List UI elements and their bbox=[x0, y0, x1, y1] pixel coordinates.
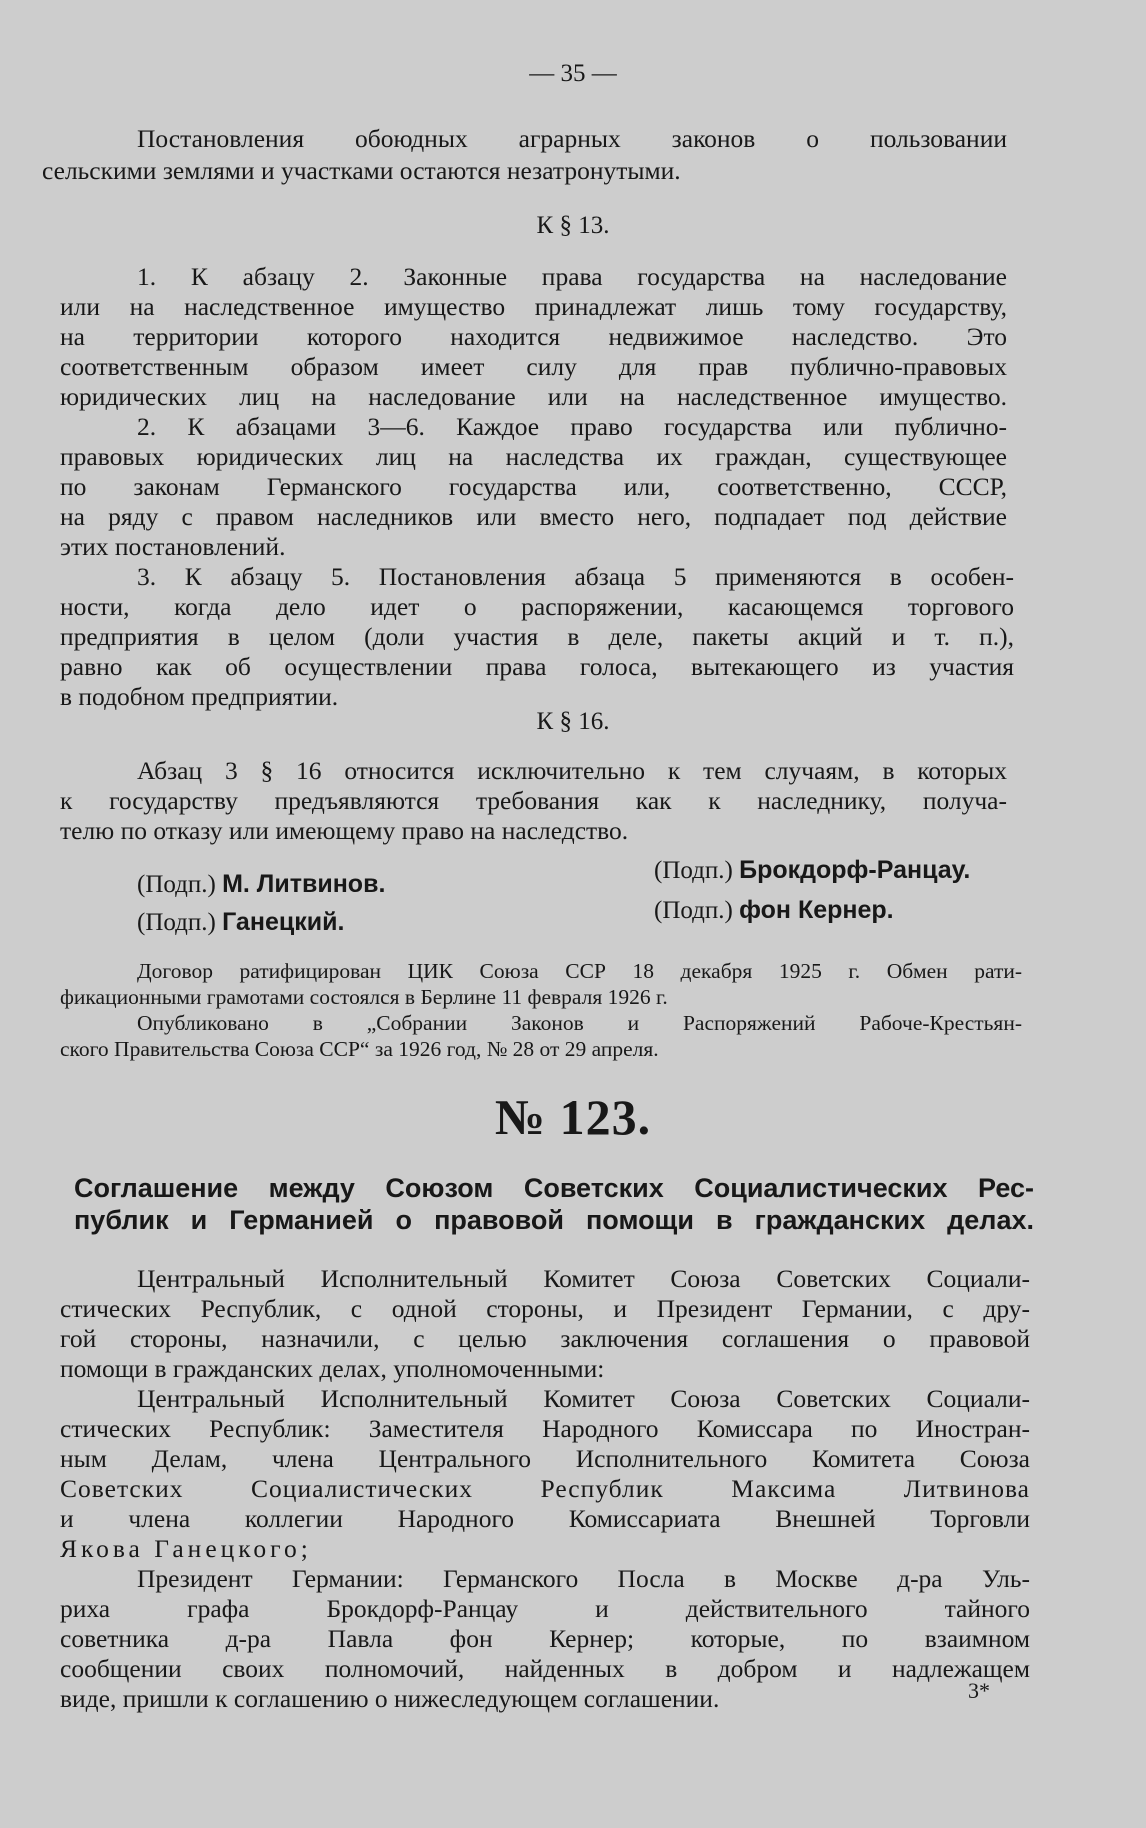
body-line: гой стороны, назначили, с целью заключения соглашения о правовой bbox=[60, 1324, 1030, 1353]
body-line: Якова Ганецкого; bbox=[60, 1534, 312, 1563]
body-line: помощи в гражданских делах, уполномоченными: bbox=[60, 1354, 605, 1383]
ratification-line: фикационными грамотами состоялся в Берлине 11 февраля 1926 г. bbox=[60, 985, 668, 1009]
body-line: и члена коллегии Народного Комиссариата Внешней Торговли bbox=[60, 1504, 1030, 1533]
section-16-line: к государству предъявляются требования как к наследнику, получа- bbox=[60, 786, 1007, 815]
section-16-line: Абзац 3 § 16 относится исключительно к тем случаям, в которых bbox=[137, 756, 1007, 785]
section-16-line: телю по отказу или имеющему право на наследство. bbox=[60, 816, 629, 845]
section-13-line: ности, когда дело идет о распоряжении, касающемся торгового bbox=[60, 592, 1014, 621]
signature-name: Брокдорф-Ранцау. bbox=[739, 856, 971, 884]
document-number: № 123. bbox=[494, 1089, 652, 1145]
section-13-line: 1. К абзацу 2. Законные права государства на наследование bbox=[137, 262, 1007, 291]
section-13-line: 2. К абзацами 3—6. Каждое право государства или публично- bbox=[137, 412, 1007, 441]
body-line: Советских Социалистических Республик Максима Литвинова bbox=[60, 1474, 1030, 1503]
section-13-heading: К § 13. bbox=[536, 212, 610, 239]
body-line: Президент Германии: Германского Посла в Москве д-ра Уль- bbox=[137, 1564, 1030, 1593]
signature-prefix: (Подп.) bbox=[137, 871, 216, 898]
section-13-line: этих постановлений. bbox=[60, 532, 286, 561]
intro-line: Постановления обоюдных аграрных законов о пользовании bbox=[137, 124, 1007, 153]
body-line: Центральный Исполнительный Комитет Союза Советских Социали- bbox=[137, 1264, 1030, 1293]
signature-name: М. Литвинов. bbox=[222, 870, 386, 898]
signature-brockdorff-rantzau bbox=[654, 856, 970, 885]
body-line: Центральный Исполнительный Комитет Союза Советских Социали- bbox=[137, 1384, 1030, 1413]
signature-ganetsky bbox=[137, 908, 344, 937]
signature-kerner bbox=[654, 896, 894, 925]
section-13-line: на территории которого находится недвижимое наследство. Это bbox=[60, 322, 1007, 351]
section-13-line: правовых юридических лиц на наследства их граждан, существующее bbox=[60, 442, 1007, 471]
section-13-line: юридических лиц на наследование или на наследственное имущество. bbox=[60, 382, 1007, 411]
ratification-line: Договор ратифицирован ЦИК Союза ССР 18 декабря 1925 г. Обмен рати- bbox=[137, 959, 1022, 983]
section-13-line: 3. К абзацу 5. Постановления абзаца 5 применяются в особен- bbox=[137, 562, 1014, 591]
section-16-heading: К § 16. bbox=[536, 708, 610, 735]
ratification-line: ского Правительства Союза ССР“ за 1926 год, № 28 от 29 апреля. bbox=[60, 1037, 659, 1061]
section-13-line: или на наследственное имущество принадлежат лишь тому государству, bbox=[60, 292, 1007, 321]
section-13-line: на ряду с правом наследников или вместо него, подпадает под действие bbox=[60, 502, 1007, 531]
body-line: стических Республик, с одной стороны, и Президент Германии, с дру- bbox=[60, 1294, 1030, 1323]
ratification-line: Опубликовано в „Собрании Законов и Распоряжений Рабоче-Крестьян- bbox=[137, 1011, 1022, 1035]
page-number: — 35 — bbox=[529, 60, 617, 87]
section-13-line: соответственным образом имеет силу для прав публично-правовых bbox=[60, 352, 1007, 381]
body-line: сообщении своих полномочий, найденных в добром и надлежащем bbox=[60, 1654, 1030, 1683]
body-line: ным Делам, члена Центрального Исполнительного Комитета Союза bbox=[60, 1444, 1030, 1473]
section-13-line: в подобном предприятии. bbox=[60, 682, 339, 711]
section-13-line: по законам Германского государства или, соответственно, СССР, bbox=[60, 472, 1007, 501]
body-line: виде, пришли к соглашению о нижеследующем соглашении. bbox=[60, 1684, 720, 1713]
section-13-line: равно как об осуществлении права голоса, вытекающего из участия bbox=[60, 652, 1014, 681]
section-13-line: предприятия в целом (доли участия в деле, пакеты акций и т. п.), bbox=[60, 622, 1014, 651]
signature-prefix: (Подп.) bbox=[137, 909, 216, 936]
body-line: риха графа Брокдорф-Ранцау и действительного тайного bbox=[60, 1594, 1030, 1623]
signature-prefix: (Подп.) bbox=[654, 857, 733, 884]
signature-name: Ганецкий. bbox=[222, 908, 345, 936]
signature-name: фон Кернер. bbox=[739, 896, 894, 924]
signature-prefix: (Подп.) bbox=[654, 897, 733, 924]
signature-mark: 3* bbox=[968, 1678, 990, 1703]
agreement-title-line: публик и Германией о правовой помощи в гражданских делах. bbox=[74, 1205, 1034, 1235]
signature-litvinov bbox=[137, 870, 385, 899]
body-line: советника д-ра Павла фон Кернер; которые, по взаимном bbox=[60, 1624, 1030, 1653]
body-line: стических Республик: Заместителя Народного Комиссара по Иностран- bbox=[60, 1414, 1030, 1443]
agreement-title-line: Соглашение между Союзом Советских Социалистических Рес- bbox=[74, 1173, 1034, 1203]
intro-line: сельскими землями и участками остаются незатронутыми. bbox=[42, 156, 681, 185]
